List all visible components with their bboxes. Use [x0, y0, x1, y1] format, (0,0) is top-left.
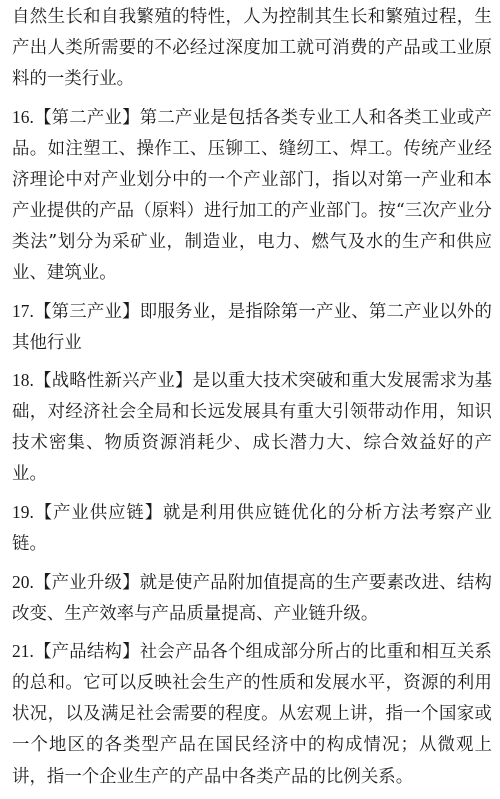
- entry-number: 16.: [12, 106, 34, 127]
- entry-definition: 就是使产品附加值提高的生产要素改进、结构改变、生产效率与产品质量提高、产业链升级。: [12, 572, 492, 624]
- entry-term: 【产品结构】: [33, 642, 140, 663]
- entry-term: 【战略性新兴产业】: [33, 371, 193, 392]
- entry-definition: 就是利用供应链优化的分析方法考察产业链。: [12, 502, 492, 555]
- entry-definition: 即服务业，是指除第一产业、第二产业以外的其他行业: [12, 301, 492, 353]
- entry-number: 18.: [12, 370, 34, 391]
- entry-number: 17.: [12, 300, 34, 321]
- intro-paragraph: [12, 2, 492, 95]
- entry-term: 【产业供应链】: [33, 502, 164, 523]
- entry-number: 19.: [12, 501, 34, 522]
- entry-term: 【产业升级】: [33, 572, 140, 593]
- glossary-page: [12, 2, 492, 799]
- entry-definition: 第二产业是包括各类专业工人和各类工业或产品。如注塑工、操作工、压铆工、缝纫工、焊工。传统产业经济理论中对产业划分中的一个产业部门，指以对第一产业和本产业提供的产品（原料）进行加工的产业部门。按“三次产业分类法”划分为采矿业，制造业，电力、燃气及水的生产和供应业、建筑业。: [12, 107, 492, 284]
- glossary-entry-17: [12, 296, 492, 359]
- glossary-entry-20: [12, 567, 492, 630]
- glossary-entry-21: [12, 636, 492, 792]
- intro-text: 自然生长和自我繁殖的特性，人为控制其生长和繁殖过程，生产出人类所需要的不必经过深度加工就可消费的产品或工业原料的一类行业。: [12, 7, 492, 90]
- glossary-entry-16: [12, 102, 492, 290]
- entry-term: 【第二产业】: [33, 107, 140, 128]
- entry-number: 20.: [12, 571, 34, 592]
- entry-term: 【第三产业】: [33, 301, 140, 322]
- glossary-entry-18: [12, 365, 492, 490]
- entry-definition: 社会产品各个组成部分所占的比重和相互关系的总和。它可以反映社会生产的性质和发展水平，资源的利用状况，以及满足社会需要的程度。从宏观上讲，指一个国家或一个地区的各类型产品在国民经济中的构成情况；从微观上讲，指一个企业生产的产品中各类产品的比例关系。: [12, 642, 492, 787]
- entry-number: 21.: [12, 641, 34, 662]
- entry-definition: 是以重大技术突破和重大发展需求为基础，对经济社会全局和长远发展具有重大引领带动作用，知识技术密集、物质资源消耗少、成长潜力大、综合效益好的产业。: [12, 371, 493, 485]
- glossary-entry-19: [12, 497, 492, 560]
